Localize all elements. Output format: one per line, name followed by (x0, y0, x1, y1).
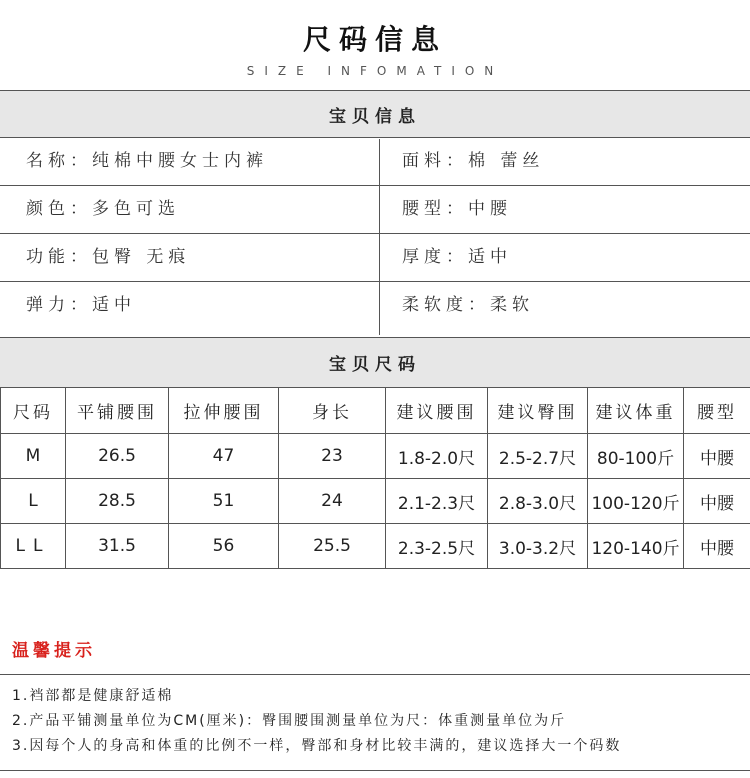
table-cell: 47 (169, 434, 279, 479)
table-row (1, 524, 750, 569)
column-header: 建议体重 (588, 388, 684, 434)
column-header: 尺码 (1, 388, 66, 434)
info-cell-left: 功能：包臀 无痕 (26, 247, 191, 267)
page-subtitle: SIZE INFOMATION (246, 64, 504, 78)
info-cell-right: 柔软度：柔软 (402, 295, 534, 315)
info-cell-left: 名称：纯棉中腰女士内裤 (26, 151, 268, 171)
info-cell-right: 腰型：中腰 (402, 199, 512, 219)
table-cell: 中腰 (684, 434, 750, 479)
table-cell: 2.3-2.5尺 (386, 524, 488, 569)
table-cell: 2.1-2.3尺 (386, 479, 488, 524)
table-row (1, 434, 750, 479)
table-cell: 中腰 (684, 524, 750, 569)
table-cell: 51 (169, 479, 279, 524)
table-cell: 24 (279, 479, 386, 524)
table-cell: 31.5 (66, 524, 169, 569)
column-header: 建议臀围 (488, 388, 588, 434)
column-header: 身长 (279, 388, 386, 434)
table-cell: M (1, 434, 66, 479)
table-cell: 25.5 (279, 524, 386, 569)
column-divider (379, 139, 380, 335)
column-header: 建议腰围 (386, 388, 488, 434)
info-row (0, 282, 750, 330)
size-table (0, 387, 750, 569)
table-cell: 2.5-2.7尺 (488, 434, 588, 479)
size-chart-heading: 宝贝尺码 (0, 337, 750, 388)
tip-item: 1.裆部都是健康舒适棉 (12, 688, 174, 704)
table-cell: 1.8-2.0尺 (386, 434, 488, 479)
tip-item: 2.产品平铺测量单位为CM(厘米)：臀围腰围测量单位为尺：体重测量单位为斤 (12, 713, 567, 729)
table-cell: 120-140斤 (588, 524, 684, 569)
column-header: 平铺腰围 (66, 388, 169, 434)
info-row (0, 138, 750, 186)
page-header (0, 0, 750, 90)
table-cell: 26.5 (66, 434, 169, 479)
table-row (1, 479, 750, 524)
table-cell: L (1, 479, 66, 524)
info-cell-right: 面料：棉 蕾丝 (402, 151, 545, 171)
table-cell: LL (1, 524, 66, 569)
tips-divider (0, 674, 750, 675)
column-header: 拉伸腰围 (169, 388, 279, 434)
tip-item: 3.因每个人的身高和体重的比例不一样，臀部和身材比较丰满的，建议选择大一个码数 (12, 738, 622, 754)
table-cell: 28.5 (66, 479, 169, 524)
page-title: 尺码信息 (302, 23, 447, 56)
info-cell-right: 厚度：适中 (402, 247, 512, 267)
column-header: 腰型 (684, 388, 750, 434)
info-cell-left: 颜色：多色可选 (26, 199, 180, 219)
product-info-heading: 宝贝信息 (0, 90, 750, 138)
info-row (0, 186, 750, 234)
size-table-header (1, 388, 750, 434)
table-cell: 3.0-3.2尺 (488, 524, 588, 569)
info-cell-left: 弹力：适中 (26, 295, 136, 315)
table-cell: 80-100斤 (588, 434, 684, 479)
table-cell: 56 (169, 524, 279, 569)
tips-title: 温馨提示 (12, 641, 96, 661)
table-cell: 23 (279, 434, 386, 479)
bottom-divider (0, 770, 750, 771)
table-cell: 2.8-3.0尺 (488, 479, 588, 524)
table-cell: 100-120斤 (588, 479, 684, 524)
tips-list (12, 684, 742, 759)
table-cell: 中腰 (684, 479, 750, 524)
info-row (0, 234, 750, 282)
